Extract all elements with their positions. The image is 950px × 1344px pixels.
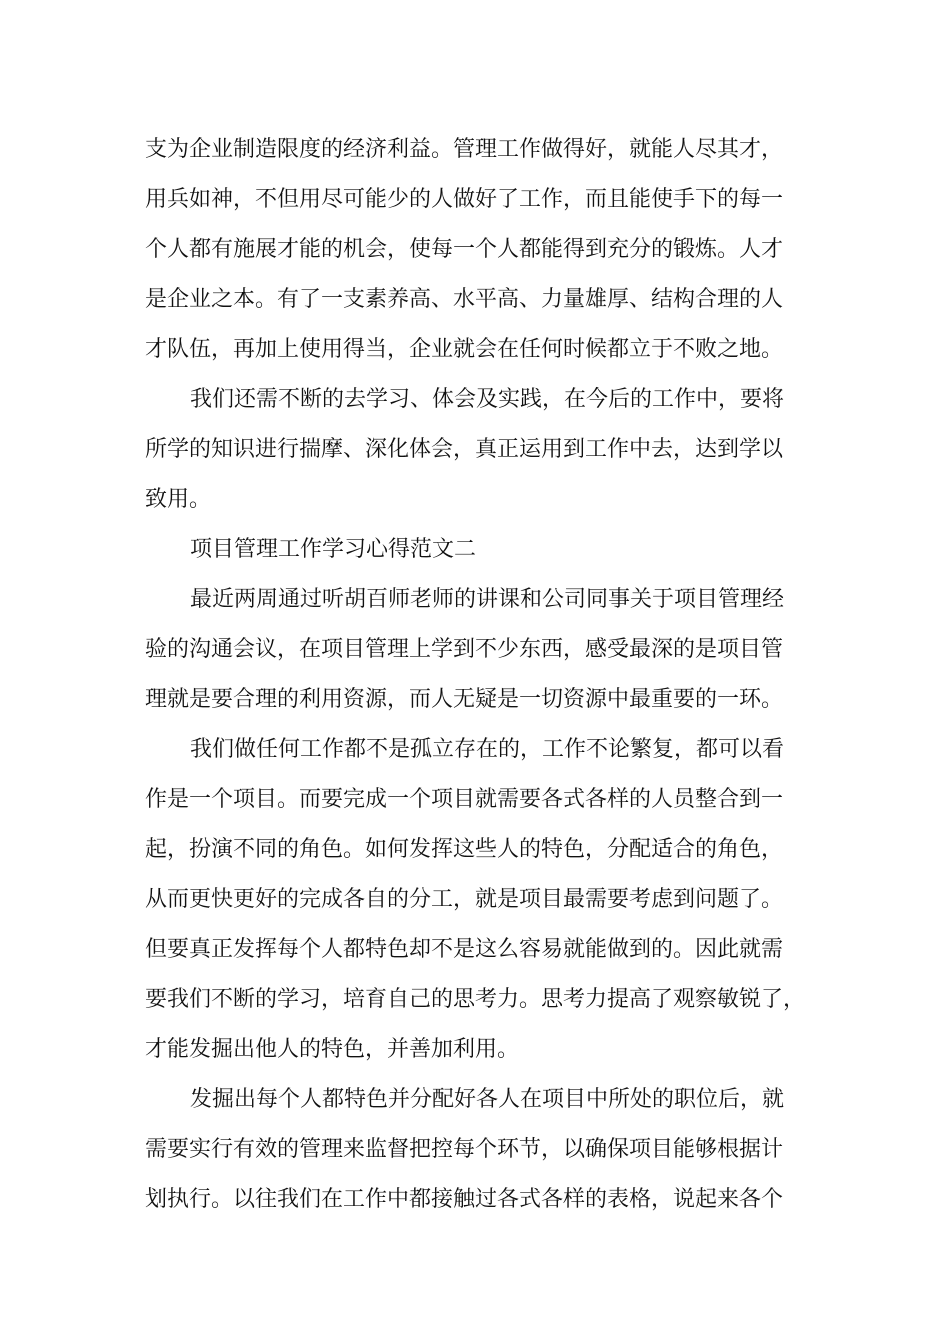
paragraph-line: 需要实行有效的管理来监督把控每个环节，以确保项目能够根据计 [145,1137,784,1162]
paragraph-line: 验的沟通会议，在项目管理上学到不少东西，感受最深的是项目管 [145,637,784,662]
paragraph-line: 我们还需不断的去学习、体会及实践，在今后的工作中，要将 [190,387,785,412]
paragraph-line: 才队伍，再加上使用得当，企业就会在任何时候都立于不败之地。 [145,337,784,362]
paragraph-line: 所学的知识进行揣摩、深化体会，真正运用到工作中去，达到学以 [145,437,784,462]
paragraph-line: 最近两周通过听胡百师老师的讲课和公司同事关于项目管理经 [190,587,785,612]
paragraph-line: 从而更快更好的完成各自的分工，就是项目最需要考虑到问题了。 [145,887,784,912]
paragraph-line: 但要真正发挥每个人都特色却不是这么容易就能做到的。因此就需 [145,937,784,962]
paragraph-line: 作是一个项目。而要完成一个项目就需要各式各样的人员整合到一 [145,787,784,812]
paragraph-line: 支为企业制造限度的经济利益。管理工作做得好，就能人尽其才， [145,137,784,162]
section-heading: 项目管理工作学习心得范文二 [190,537,477,562]
paragraph-line: 要我们不断的学习，培育自己的思考力。思考力提高了观察敏锐了， [145,987,806,1012]
paragraph-line: 起，扮演不同的角色。如何发挥这些人的特色，分配适合的角色， [145,837,784,862]
paragraph-line: 是企业之本。有了一支素养高、水平高、力量雄厚、结构合理的人 [145,287,784,312]
paragraph-line: 才能发掘出他人的特色，并善加利用。 [145,1037,520,1062]
paragraph-line: 致用。 [145,487,212,512]
paragraph-line: 发掘出每个人都特色并分配好各人在项目中所处的职位后，就 [190,1087,785,1112]
paragraph-line: 用兵如神，不但用尽可能少的人做好了工作，而且能使手下的每一 [145,187,784,212]
paragraph-line: 划执行。以往我们在工作中都接触过各式各样的表格，说起来各个 [145,1187,784,1212]
paragraph-line: 理就是要合理的利用资源，而人无疑是一切资源中最重要的一环。 [145,687,784,712]
paragraph-line: 个人都有施展才能的机会，使每一个人都能得到充分的锻炼。人才 [145,237,784,262]
paragraph-line: 我们做任何工作都不是孤立存在的，工作不论繁复，都可以看 [190,737,785,762]
